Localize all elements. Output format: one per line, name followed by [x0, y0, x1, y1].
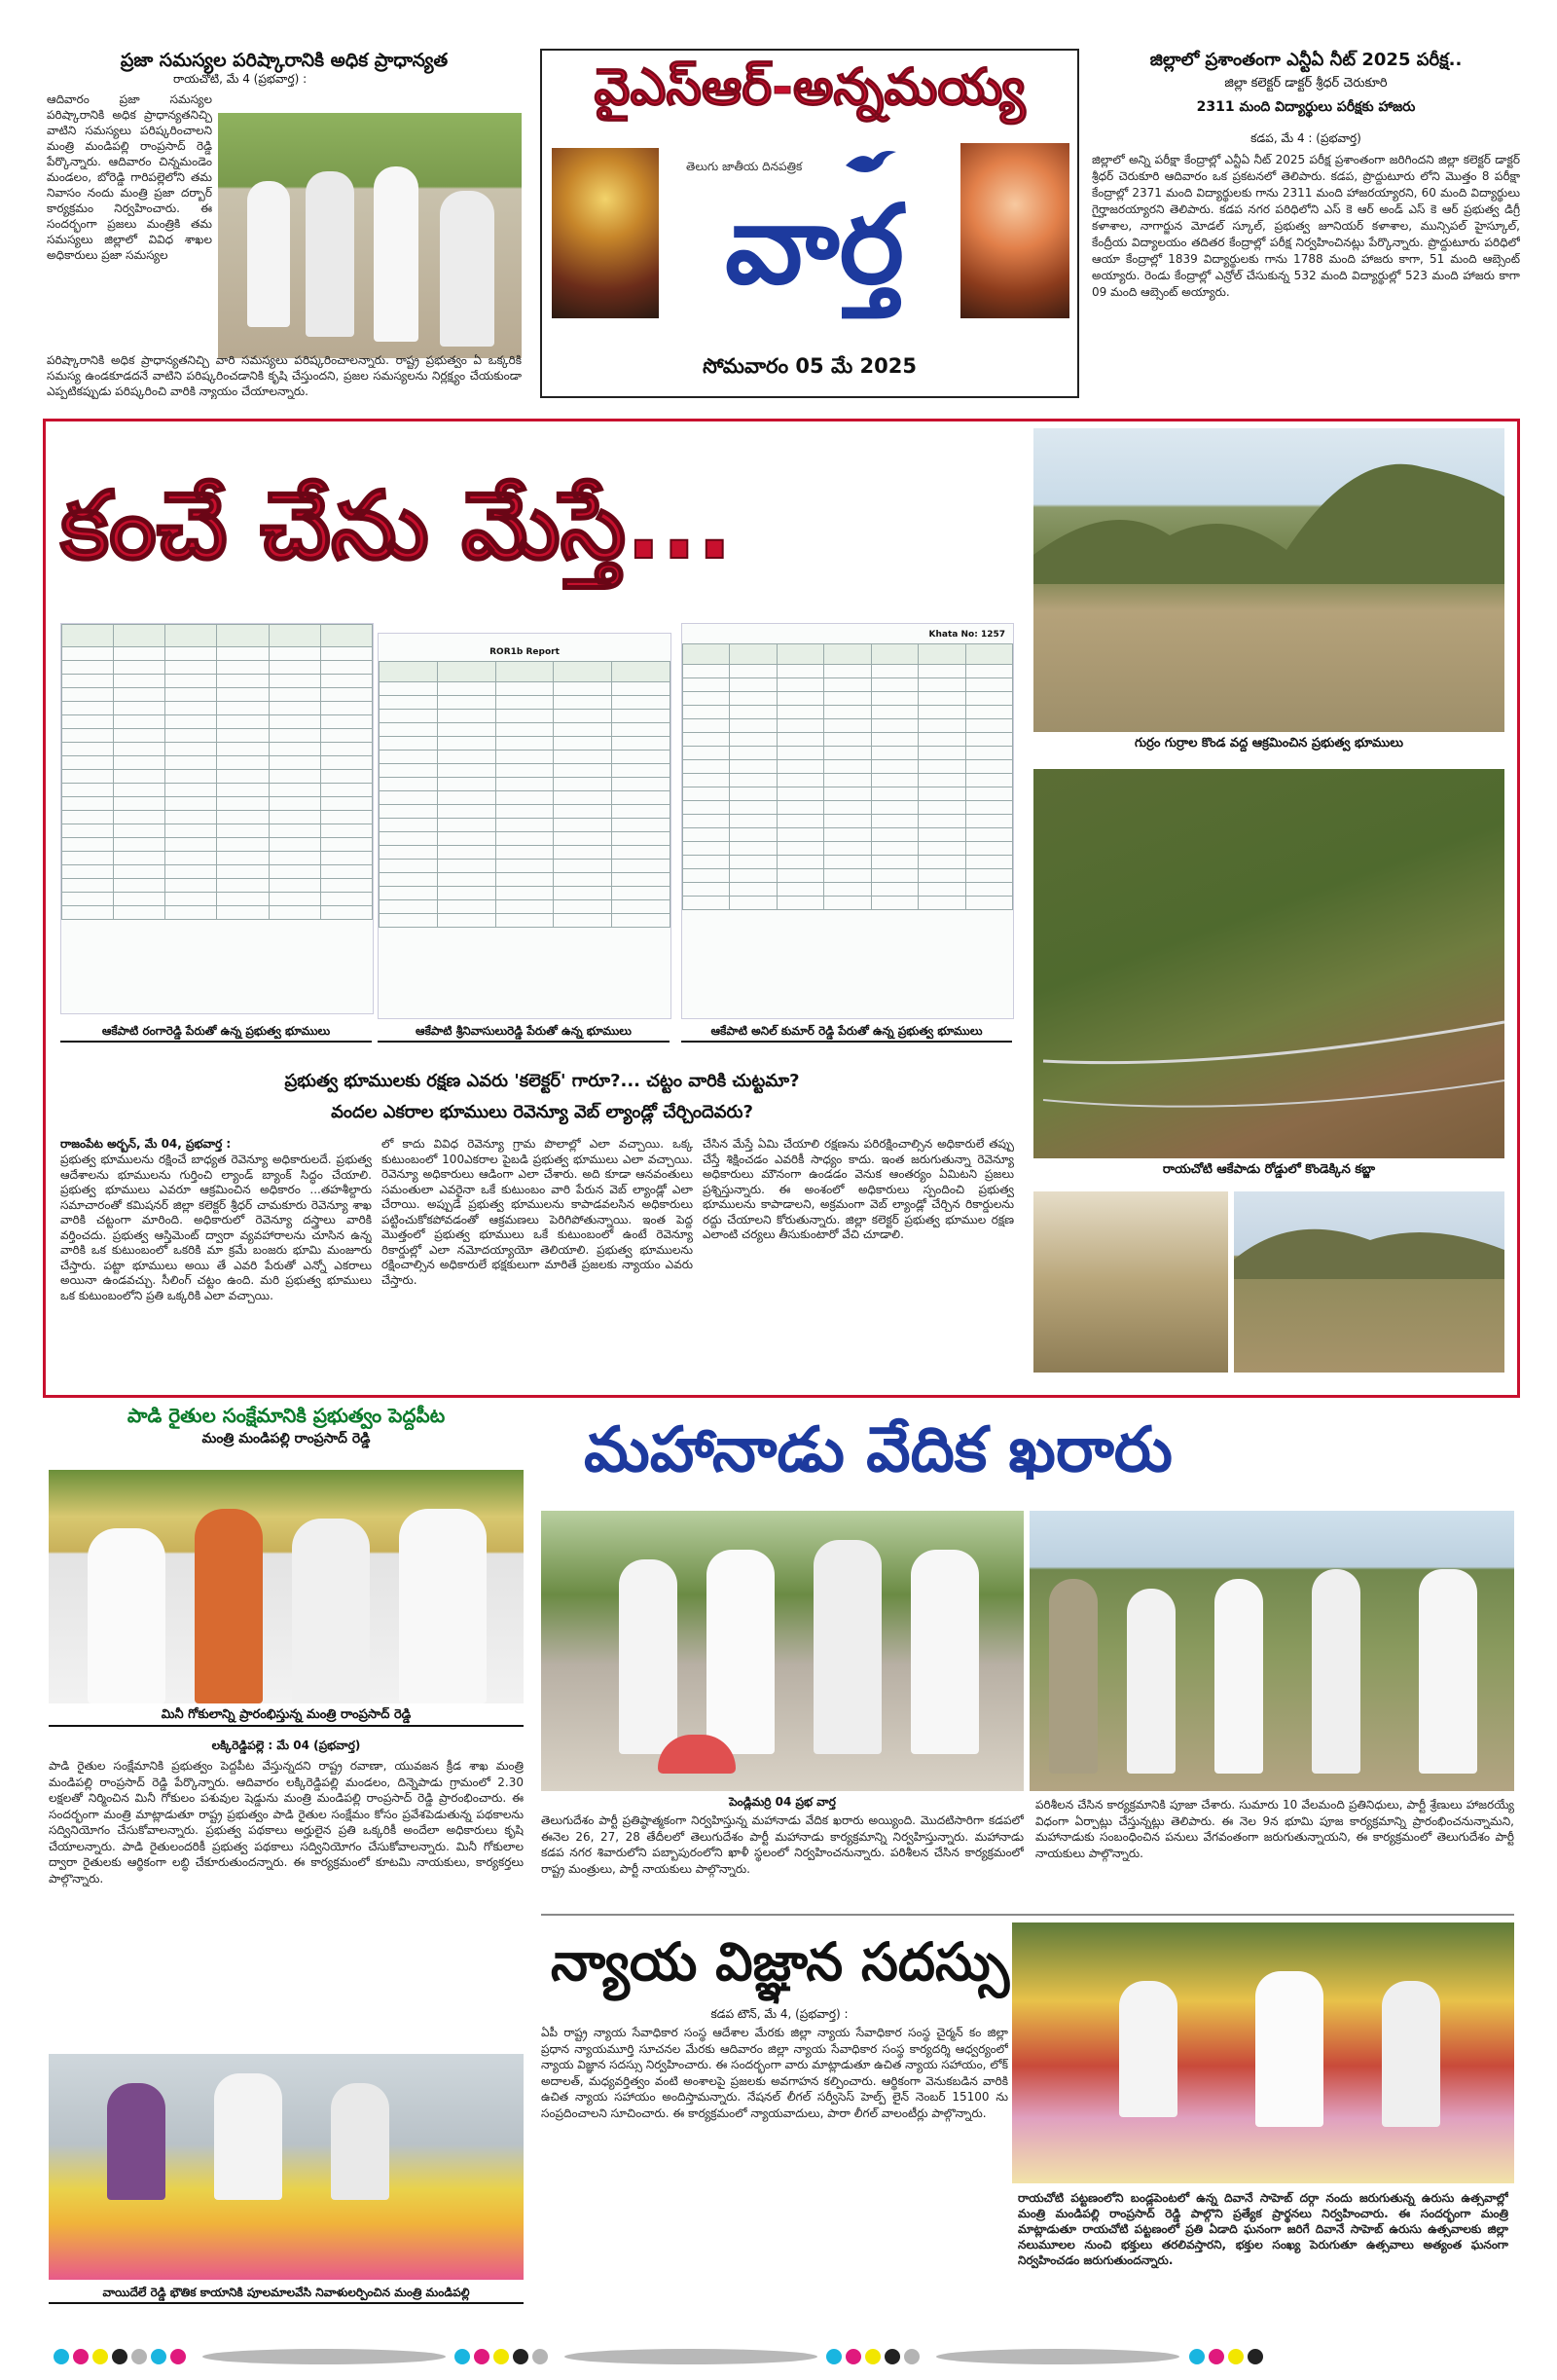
feature-question-1: ప్రభుత్వ భూములకు రక్షణ ఎవరు 'కలెక్టర్' గారూ?... చట్టం వారికి చుట్టమా? — [284, 1071, 800, 1091]
registration-dot — [1248, 2349, 1263, 2364]
record-table — [61, 624, 373, 920]
photo-tribute — [49, 2054, 524, 2280]
body: పాడి రైతుల సంక్షేమానికి ప్రభుత్వం పెద్దపీట వేస్తున్నదని రాష్ట్ర రవాణా, యువజన క్రీడ శాఖ మంత్రి మండిపల్లి రాంప్రసాద్ రెడ్డి పేర్కొన్నారు. ఆదివారం లక్కిరెడ్డిపల్లి మండలం, దిన్నెపాడు గ్రామంలో 2.30 లక్షలతో నిర్మించిన మినీ గోకులం పశువుల షెడ్డును మంత్రి మండిపల్లి రాంప్రసాద్ రెడ్డి ప్రారంభించారు. ఈ సందర్భంగా మంత్రి మాట్లాడుతూ రాష్ట్ర ప్రభుత్వం పాడి రైతుల సంక్షేమం కోసం ప్రవేశపెడుతున్న పథకాలను సద్వినియోగం చేసుకోవాలన్నారు. ప్రభుత్వ పథకాలు అర్హులైన ప్రతి ఒక్కరికీ అందేలా అధికారులు కృషి చేయాలన్నారు. పాడి రైతులందరికీ ప్రభుత్వ పథకాలు సద్వినియోగం చేసుకోవాలన్నారు. మినీ గోకులాల ద్వారా రైతులకు ఆర్థికంగా లబ్ధి చేకూరుతుందన్నారు. ఈ కార్యక్రమంలో కూటమి నాయకులు, కార్యకర్తలు పాల్గొన్నారు. — [49, 1759, 524, 1886]
photo-minister-meeting — [218, 113, 522, 358]
registration-dot — [474, 2349, 489, 2364]
feature-col-2: లో కాదు వివిధ రెవెన్యూ గ్రామ పొలాల్లో ఎలా వచ్చాయి. ఒక్క కుటుంబంలో 100ఎకరాల పైబడి ప్రభుత్వ భూములు ఎలా వచ్చాయి. రెవెన్యూ అధికారులు ఆడింగా ఎలా చేశారు. అది కూడా ఆనవంతులు సమంతులా ఎవరైనా ఒకే కుటుంబం వారి పేరున వెబ్ ల్యాండ్లో ఎలా చేరాయి. అప్పుడే ప్రభుత్వ భూములను కాపాడవలసిన అధికారులు పట్టించుకోకపోవడంతో ఆక్రమణలు పెరిగిపోతున్నాయి. ఇంత పెద్ద మొత్తంలో ప్రభుత్వ భూములు ఒకే కుటుంబంలో ఉంటే రెవెన్యూ రికార్డుల్లో ఎలా నమోదయ్యాయో తెలియాలి. ప్రభుత్వ భూములను రక్షించాల్సిన అధికారులే భక్షకులుగా మారితే ప్రజలకు న్యాయం ఎవరు చేస్తారు. — [381, 1137, 693, 1287]
registration-dot — [92, 2349, 108, 2364]
gray-bar — [564, 2349, 817, 2364]
registration-dot — [54, 2349, 69, 2364]
doc-caption: ఆకేపాటి అనిల్ కుమార్ రెడ్డి పేరుతో ఉన్న ప్రభుత్వ భూములు — [681, 1024, 1012, 1043]
hill-shape — [1234, 1191, 1504, 1373]
dateline: కడప టౌన్, మే 4, (ప్రభవార్త) : — [710, 2007, 849, 2021]
feature-question-2: వందల ఎకరాల భూములు రెవెన్యూ వెబ్ ల్యాండ్లో చేర్చిందెవరు? — [331, 1102, 753, 1122]
legal-headline: న్యాయ విజ్ఞాన సదస్సు — [551, 1931, 1010, 1993]
registration-dot — [1189, 2349, 1205, 2364]
photo-caption: గుర్రం గుర్రాల కొండ వద్ద ఆక్రమించిన ప్రభుత్వ భూములు — [1135, 736, 1403, 751]
photo-dargah-urus — [1012, 1922, 1514, 2183]
dateline: రాయచోటి, మే 4 (ప్రభవార్త) : — [173, 72, 308, 86]
gray-bar — [202, 2349, 446, 2364]
story-top-left — [47, 49, 522, 399]
registration-dot — [1209, 2349, 1224, 2364]
registration-dot — [904, 2349, 920, 2364]
dateline: కడప, మే 4 : (ప్రభవార్త) — [1250, 131, 1361, 145]
doc-title: Khata No: 1257 — [928, 630, 1005, 640]
dove-logo-icon — [844, 146, 898, 179]
mahanadu-headline: మహానాడు వేదిక ఖరారు — [584, 1414, 1173, 1486]
fence-line — [1033, 769, 1504, 1158]
registration-dot — [73, 2349, 89, 2364]
print-registration-bar — [54, 2346, 1503, 2369]
deity-image-right — [960, 143, 1069, 318]
land-record-doc-3 — [681, 623, 1014, 1019]
headline: ప్రజా సమస్యల పరిష్కారానికి అధిక ప్రాధాన్యత — [120, 50, 449, 71]
registration-dot — [513, 2349, 528, 2364]
paper-name: వార్త — [725, 182, 904, 309]
record-table — [379, 661, 670, 928]
dateline: లక్కిరెడ్డిపల్లె : మే 04 (ప్రభవార్త) — [211, 1739, 361, 1752]
dateline: పెండ్లిమర్రి 04 ప్రభ వార్త — [729, 1795, 836, 1809]
deity-image-left — [552, 148, 659, 318]
registration-dot — [865, 2349, 881, 2364]
photo-road-plot — [1033, 1191, 1228, 1373]
body: తెలుగుదేశం పార్టీ ప్రతిష్ఠాత్మకంగా నిర్వహిస్తున్న మహానాడు వేదిక ఖరారు అయ్యింది. మొదటిసారిగా కడపలో ఈనెల 26, 27, 28 తేదీలలో తెలుగుదేశం పార్టీ మహానాడు కార్యక్రమాన్ని నిర్వహిస్తున్నారు. మహానాడు కడప నగర శివారులోని పబ్బాపురంలోని ఖాళీ స్థలంలో నిర్వహించనున్నారు. పరిశీలన చేసిన కార్యక్రమంలో రాష్ట్ర మంత్రులు, పార్టీ నాయకులు పాల్గొన్నారు. — [541, 1813, 1024, 1876]
photo-caption: వాయిదేలే రెడ్డి భౌతిక కాయానికి పూలమాలవేసి నివాళులర్పించిన మంత్రి మండిపల్లి — [49, 2286, 524, 2304]
registration-dot — [826, 2349, 842, 2364]
story-top-right — [1092, 49, 1520, 399]
doc-caption: ఆకేపాటి రంగారెడ్డి పేరుతో ఉన్న ప్రభుత్వ భూములు — [60, 1024, 372, 1043]
gray-bar — [936, 2349, 1179, 2364]
registration-dot — [454, 2349, 470, 2364]
photo-caption: మినీ గోకులాన్ని ప్రారంభిస్తున్న మంత్రి రాంప్రసాద్ రెడ్డి — [49, 1707, 524, 1727]
registration-dot — [1228, 2349, 1244, 2364]
land-record-doc-2 — [378, 633, 671, 1019]
registration-dot — [846, 2349, 861, 2364]
divider — [541, 1914, 1514, 1916]
feature-col-3: చేసిన మేస్తే ఏమి చేయాలి రక్షణను పరిరక్షించాల్సిన అధికారులే తప్పు చేస్తే శిక్షించడం ఎవరికీ సాధ్యం కాదు. ఇంత జరుగుతున్నా రెవెన్యూ అధికారులు మౌనంగా ఉండడం వెనుక ఆంతర్యం ఏమిటని ప్రజలు ప్రశ్నిస్తున్నారు. ఈ అంశంలో అధికారులు స్పందించి ప్రభుత్వ భూములను కాపాడాలని, అక్రమంగా వెబ్ ల్యాండ్లో చేర్చిన రికార్డులను రద్దు చేయాలని కోరుతున్నారు. జిల్లా కలెక్టర్ ప్రభుత్వ భూముల రక్షణ ఎలాంటి చర్యలు తీసుకుంటారో వేచి చూడాలి. — [703, 1137, 1014, 1241]
photo-cleared-hill — [1234, 1191, 1504, 1373]
body-right: పరిశీలన చేసిన కార్యక్రమానికి పూజా చేశారు. సుమారు 10 వేలమంది ప్రతినిధులు, పార్టీ శ్రేణులు హాజరయ్యే విధంగా ఏర్పాట్లు చేస్తున్నట్లు తెలిపారు. ఈ నెల 9న భూమి పూజ కార్యక్రమాన్ని ప్రారంభించనున్నామని, మహానాడుకు సంబంధించిన పనులు వేగవంతంగా జరుగుతున్నాయని, ఈ కార్యక్రమంలో తెలుగుదేశం పార్టీ నాయకులు పాల్గొన్నారు. — [1035, 1798, 1514, 1860]
photo-mini-gokulam — [49, 1470, 524, 1703]
feature-headline: కంచే చేను మేస్తే... — [60, 471, 733, 580]
masthead — [540, 49, 1079, 398]
body: జిల్లాలో అన్ని పరీక్షా కేంద్రాల్లో ఎన్టీఏ నీట్ 2025 పరీక్ష ప్రశాంతంగా జరిగిందని జిల్లా కలెక్టర్ డాక్టర్ శ్రీధర్ చెరుకూరి ఆదివారం ఒక ప్రకటనలో తెలిపారు. కడప, ప్రొద్దుటూరు లోని మొత్తం 8 పరీక్షా కేంద్రాల్లో 2371 మంది విద్యార్థులకు గాను 2311 మంది హాజరయ్యారని, 60 మంది విద్యార్థులు గైర్హాజరయ్యారని తెలిపారు. కడప నగర పరిధిలోని ఎస్ కె ఆర్ అండ్ ఎస్ కె ఆర్ ప్రభుత్వ డిగ్రీ కళాశాల, నాగార్జున మోడల్ స్కూల్, ప్రభుత్వ జూనియర్ కళాశాల, మున్సిపల్ హైస్కూల్, కేంద్రీయ విద్యాలయం తదితర కేంద్రాల్లో పరీక్ష నిర్వహించినట్లు పేర్కొన్నారు. ప్రొద్దుటూరు పరిధిలో ఆయా కేంద్రాల్లో 1839 విద్యార్థులకు గాను 1788 మంది హాజరు కాగా, 51 మంది ఆబ్సెంట్ అయ్యారు. రెండు కేంద్రాల్లో ఎన్రోల్ చేసుకున్న 532 మంది విద్యార్థుల్లో 523 మంది హాజరు కాగా 09 మంది ఆబ్సెంట్ అయ్యారు. — [1092, 153, 1520, 299]
hill-shape — [1033, 428, 1504, 732]
byline: మంత్రి మండిపల్లి రాంప్రసాద్ రెడ్డి — [201, 1431, 371, 1446]
photo-mahanadu-site — [1030, 1511, 1514, 1791]
subhead: 2311 మంది విద్యార్థులు పరీక్షకు హాజరు — [1196, 99, 1416, 115]
feature-dateline: రాజంపేట అర్బన్, మే 04, ప్రభవార్త : — [60, 1137, 232, 1151]
edition-date: సోమవారం 05 మే 2025 — [703, 354, 917, 378]
registration-dot — [131, 2349, 147, 2364]
land-record-doc-1 — [60, 623, 374, 1014]
photo-encroached-hill — [1033, 769, 1504, 1158]
registration-dot — [885, 2349, 900, 2364]
registration-dot — [112, 2349, 127, 2364]
subhead: జిల్లా కలెక్టర్ డాక్టర్ శ్రీధర్ చెరుకూరి — [1224, 76, 1388, 91]
photo-caption: రాయచోటి ఆకేపాడు రోడ్డులో కొండెక్కిన కబ్జా — [1162, 1162, 1376, 1177]
body-col: ఆదివారం ప్రజా సమస్యల పరిష్కారానికి అధిక ప్రాధాన్యతనిచ్చి వాటిని సమస్యలు పరిష్కరించాలని మంత్రి మండిపల్లి రాంప్రసాద్ రెడ్డి పేర్కొన్నారు. ఆదివారం చిన్నమండెం మండలం, బోరెడ్డి గారిపల్లెలోని తమ నివాసం నందు మంత్రి ప్రజా దర్బార్ కార్యక్రమం నిర్వహించారు. ఈ సందర్భంగా ప్రజలు మంత్రికి తమ సమస్యలు జిల్లాలో వివిధ శాఖల అధికారులు ప్రజా సమస్యల — [47, 92, 212, 262]
headline: జిల్లాలో ప్రశాంతంగా ఎన్టీఏ నీట్ 2025 పరీక్ష.. — [1149, 50, 1463, 70]
registration-dot — [151, 2349, 166, 2364]
photo-mahanadu-pooja — [541, 1511, 1024, 1791]
feature-col-1: ప్రభుత్వ భూములను రక్షించే బాధ్యత రెవెన్యూ అధికారులదే. ప్రభుత్వ ఆదేశాలను భూములను గుర్తించి ల్యాండ్ బ్యాంక్ సిద్ధం చేయాలి. ప్రభుత్వ భూములు ఎవరూ ఆక్రమించిన అధికారం ...తహశీల్దారు సమాచారంతో కమిషనర్ జిల్లా కలెక్టర్ శ్రీధర్ చామకూరు రెవెన్యూ శాఖ వారికి చట్టంగా మారింది. అధికారులో రెవెన్యూ దస్త్రాలు వారికి వర్తించదు. ప్రభుత్వ ఆస్తిమెంట్ ద్వారా వ్యవహారాలను చూసిన ఉన్న వారికి ఒక కుటుంబంలో ఒకరికి మా క్రమే బంజరు భూమి మంజూరు చేస్తారు. పట్టా భూములు అయి తే ఎవరి పేరుతో ఎన్నో ఎకరాలు అయినా ఉండవచ్చు. సీలింగ్ చట్టం ఉంది. మరి ప్రభుత్వ భూములు ఒక కుటుంబంలోని ప్రతి ఒక్కరికి ఎలా వచ్చాయి. — [60, 1153, 372, 1302]
record-table — [682, 643, 1013, 910]
doc-title: ROR1b Report — [489, 647, 560, 657]
edition-title: వైఎస్ఆర్-అన్నమయ్య — [594, 58, 1026, 117]
body: ఏపీ రాష్ట్ర న్యాయ సేవాధికార సంస్థ ఆదేశాల మేరకు జిల్లా న్యాయ సేవాధికార సంస్థ చైర్మన్ కం జిల్లా ప్రధాన న్యాయమూర్తి సూచనల మేరకు ఆదివారం జిల్లా న్యాయ సేవాధికార సంస్థ కార్యదర్శి ఆధ్వర్యంలో న్యాయ విజ్ఞాన సదస్సు నిర్వహించారు. ఈ సందర్భంగా వారు మాట్లాడుతూ ఉచిత న్యాయ సహాయం, లోక్ అదాలత్, మధ్యవర్తిత్వం వంటి అంశాలపై ప్రజలకు అవగాహన కల్పించారు. ఆర్థికంగా వెనుకబడిన వారికి ఉచిత న్యాయ సహాయం అందిస్తామన్నారు. నేషనల్ లీగల్ సర్వీసెస్ హెల్ప్ లైన్ నెంబర్ 15100 ను సంప్రదించాలని సూచించారు. ఈ కార్యక్రమంలో న్యాయవాదులు, పారా లీగల్ వాలంటీర్లు పాల్గొన్నారు. — [541, 2026, 1008, 2120]
registration-dot — [532, 2349, 548, 2364]
registration-dot — [170, 2349, 186, 2364]
photo-hill-fenced-land — [1033, 428, 1504, 732]
body-bottom: పరిష్కారానికి అధిక ప్రాధాన్యతనిచ్చి వారి సమస్యలు పరిష్కరించాలన్నారు. రాష్ట్ర ప్రభుత్వం ఏ ఒక్కరికి సమస్య ఉండకూడదనే వాటిని పరిష్కరించడానికి కృషి చేస్తుందని, ప్రజల సమస్యలను నిర్లక్ష్యం చేయకుండా ఎప్పటికప్పుడు పరిష్కరించి వారికి న్యాయం చేయాలన్నారు. — [47, 353, 522, 398]
photo-caption: రాయచోటి పట్టణంలోని బండ్లపెంటలో ఉన్న దివానే సాహెబ్ దర్గా నందు జరుగుతున్న ఉరుసు ఉత్సవాల్లో మంత్రి మండిపల్లి రాంప్రసాద్ రెడ్డి పాల్గొని ప్రత్యేక ప్రార్థనలు నిర్వహించారు. ఈ సందర్భంగా మంత్రి మాట్లాడుతూ రాయచోటి పట్టణంలో ప్రతి ఏడాది ఘనంగా జరిగే దివానే సాహెబ్ ఉరుసు ఉత్సవాలకు జిల్లా నలుమూలల నుంచి భక్తులు తరలివస్తారని, భక్తుల సంఖ్య పెరుగుతూ ఉత్సవాలు అత్యంత ఘనంగా నిర్వహించడం జరుగుతుందన్నారు. — [1018, 2191, 1508, 2267]
headline: పాడి రైతుల సంక్షేమానికి ప్రభుత్వం పెద్దపీట — [127, 1404, 446, 1427]
tagline: తెలుగు జాతీయ దినపత్రిక — [686, 160, 803, 173]
registration-dot — [493, 2349, 509, 2364]
doc-caption: ఆకేపాటి శ్రీనివాసులురెడ్డి పేరుతో ఉన్న భూములు — [378, 1024, 670, 1043]
